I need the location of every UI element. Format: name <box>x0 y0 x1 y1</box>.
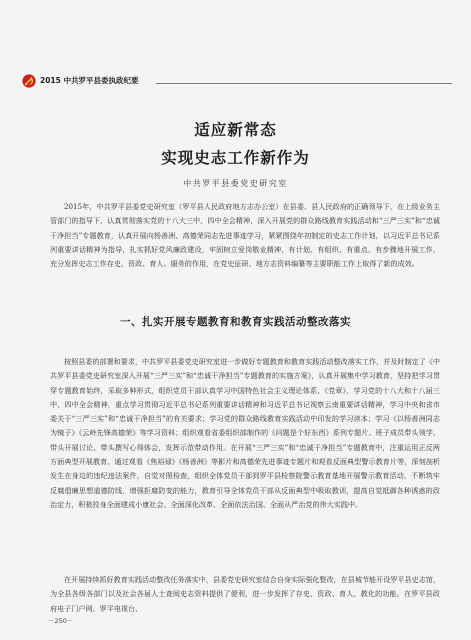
body-paragraph-2: 在开展持续抓好教育实践活动整改任务落实中，县委党史研究室结合自身实际强化整改，在县城节能开设罗平县史志馆，为全县各级各部门以及社会各届人士查阅史志资料提供了便利，进一步发挥了存史、资政、育人、教化的功能。在罗平县政府电子门户网、罗平电视台、 <box>50 575 440 613</box>
section-heading: 一、扎实开展专题教育和教育实践活动整改落实 <box>120 316 351 328</box>
article-author: 中共罗平县委党史研究室 <box>183 179 288 188</box>
header-rule <box>156 83 452 84</box>
party-emblem-icon <box>22 74 36 88</box>
page-number: －250－ <box>48 617 74 625</box>
running-header <box>22 74 452 90</box>
article-title-line2: 实现史志工作新作为 <box>161 148 310 167</box>
header-title: 2015 中共罗平县委执政纪要 <box>40 76 139 85</box>
article-title-line1: 适应新常态 <box>194 120 277 139</box>
intro-paragraph: 2015年，中共罗平县委党史研究室（罗平县人民政府地方志办公室）在县委、县人民政府的正确领导下，在上级业务主管部门的指导下，认真贯彻落实党的十八大三中、四中全会精神，深入开展党的群众路线教育实践活动和“三严三实”和“忠诚干净担当”专题教育，认真开展向杨善洲、高德荣同志先进事迹学习，紧紧围绕年初制定的史志工作计划，以习近平总书记系列重要讲话精神为指导，扎实抓好党风廉政建设，牢固树立爱岗敬业精神，有计划、有组织、有重点、有步骤地开展工作，充分发挥史志工作存史、资政、育人、服务的作用，在党史征研、地方志资料编纂等主要职能工作上取得了新的成效。 <box>50 202 440 269</box>
body-paragraph: 按照县委的部署和要求，中共罗平县委党史研究室进一步做好专题教育和教育实践活动整改落实工作，并及时制定了《中共罗平县委党史研究室深入开展“三严三实”和“忠诚干净担当”专题教育的实施方案》，认真开展集中学习教育，坚持把学习贯穿专题教育始终，采取多种形式，组织党员干部认真学习中国特色社会主义理论体系、《党章》，学习党的十八大和十八届三中、四中全会精神，重点学习贯彻习近平总书记系列重要讲话精神和习近平总书记视察云南重要讲话精神，学习中央和省市委关于“三严三实”和“忠诚干净担当”的有关要求；学习党的群众路线教育实践活动中印发的学习读本；学习《以杨善洲同志为镜子》《云岭先锋高德荣》等学习资料；组织观看省委组织部制作的《问题是个好东西》系列专题片。班子成员带头领学、带头开展讨论、带头撰写心得体会，发挥示范带动作用。在开展“三严三实”和“忠诚干净担当”专题教育中，注重运用正反两方面典型开展教育。通过观看《焦裕禄》《杨善洲》等影片和高德荣先进事迹专题片和观看反面典型警示教育片等，深刻剖析发生在身边的违纪违法案件，自觉对照检查，组织全体党员干部到罗平县检察院警示教育基地开展警示教育活动，不断筑牢反腐倡廉思想道德防线，增强拒腐防变的能力，教育引导全体党员干部从反面典型中吸取教训，提高自觉抵御各种诱惑的政治定力，积极投身全面建成小康社会、全面深化改革、全面依法治国、全面从严治党的伟大实践中。 <box>50 357 440 509</box>
